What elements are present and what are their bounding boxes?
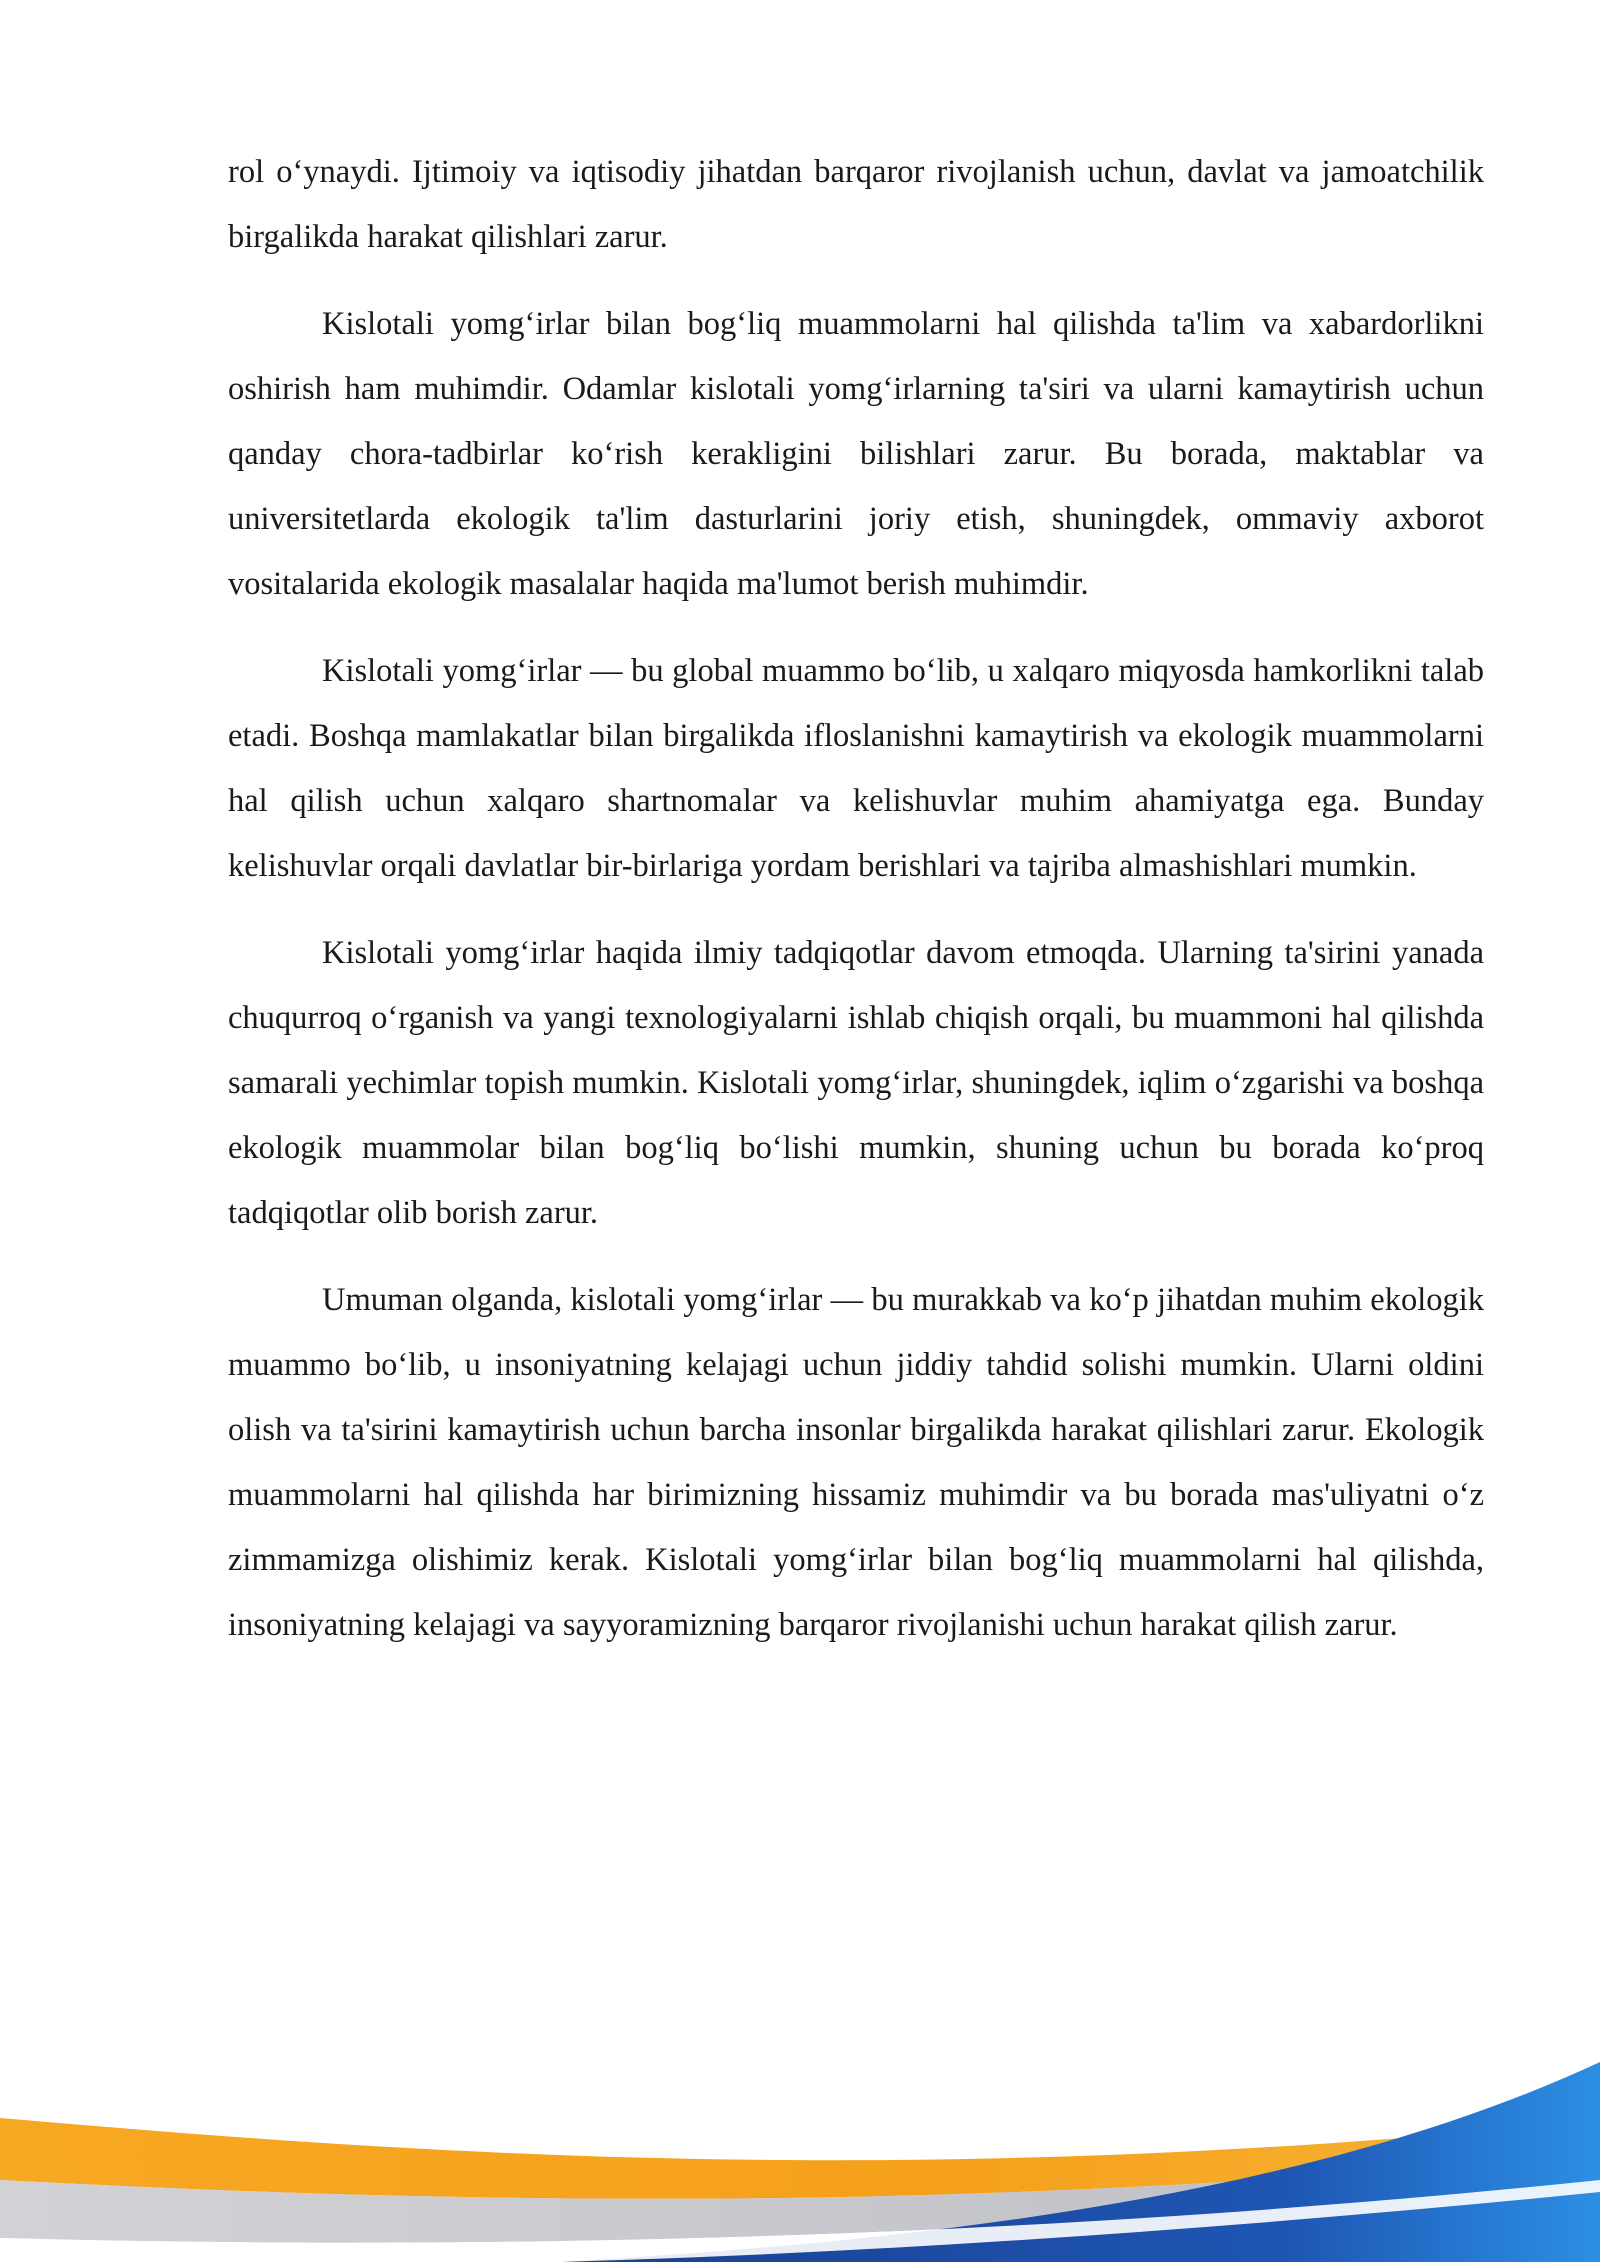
paragraph-1: rol o‘ynaydi. Ijtimoiy va iqtisodiy jihatdan barqaror rivojlanish uchun, davlat va jamoatchilik birgalikda harakat qilishlari zarur. — [228, 154, 1484, 255]
document-body — [228, 140, 1484, 1680]
paragraph-4: Kislotali yomg‘irlar haqida ilmiy tadqiqotlar davom etmoqda. Ularning ta'sirini yanada chuqurroq o‘rganish va yangi texnologiyalarni ishlab chiqish orqali, bu muammoni hal qilishda samarali yechimlar topish mumkin. Kislotali yomg‘irlar, shuningdek, iqlim o‘zgarishi va boshqa ekologik muammolar bilan bog‘liq bo‘lishi mumkin, shuning uchun bu borada ko‘proq tadqiqotlar olib borish zarur. — [228, 935, 1484, 1231]
footer-wave-decoration — [0, 2002, 1600, 2262]
paragraph-3: Kislotali yomg‘irlar — bu global muammo bo‘lib, u xalqaro miqyosda hamkorlikni talab etadi. Boshqa mamlakatlar bilan birgalikda ifloslanishni kamaytirish va ekologik muammolarni hal qilish uchun xalqaro shartnomalar va kelishuvlar muhim ahamiyatga ega. Bunday kelishuvlar orqali davlatlar bir-birlariga yordam berishlari va tajriba almashishlari mumkin. — [228, 653, 1484, 884]
paragraph-2: Kislotali yomg‘irlar bilan bog‘liq muammolarni hal qilishda ta'lim va xabardorlikni oshirish ham muhimdir. Odamlar kislotali yomg‘irlarning ta'siri va ularni kamaytirish uchun qanday chora-tadbirlar ko‘rish kerakligini bilishlari zarur. Bu borada, maktablar va universitetlarda ekologik ta'lim dasturlarini joriy etish, shuningdek, ommaviy axborot vositalarida ekologik masalalar haqida ma'lumot berish muhimdir. — [228, 306, 1484, 602]
paragraph-5: Umuman olganda, kislotali yomg‘irlar — bu murakkab va ko‘p jihatdan muhim ekologik muammo bo‘lib, u insoniyatning kelajagi uchun jiddiy tahdid solishi mumkin. Ularni oldini olish va ta'sirini kamaytirish uchun barcha insonlar birgalikda harakat qilishlari zarur. Ekologik muammolarni hal qilishda har birimizning hissamiz muhimdir va bu borada mas'uliyatni o‘z zimmamizga olishimiz kerak. Kislotali yomg‘irlar bilan bog‘liq muammolarni hal qilishda, insoniyatning kelajagi va sayyoramizning barqaror rivojlanishi uchun harakat qilish zarur. — [228, 1282, 1484, 1643]
